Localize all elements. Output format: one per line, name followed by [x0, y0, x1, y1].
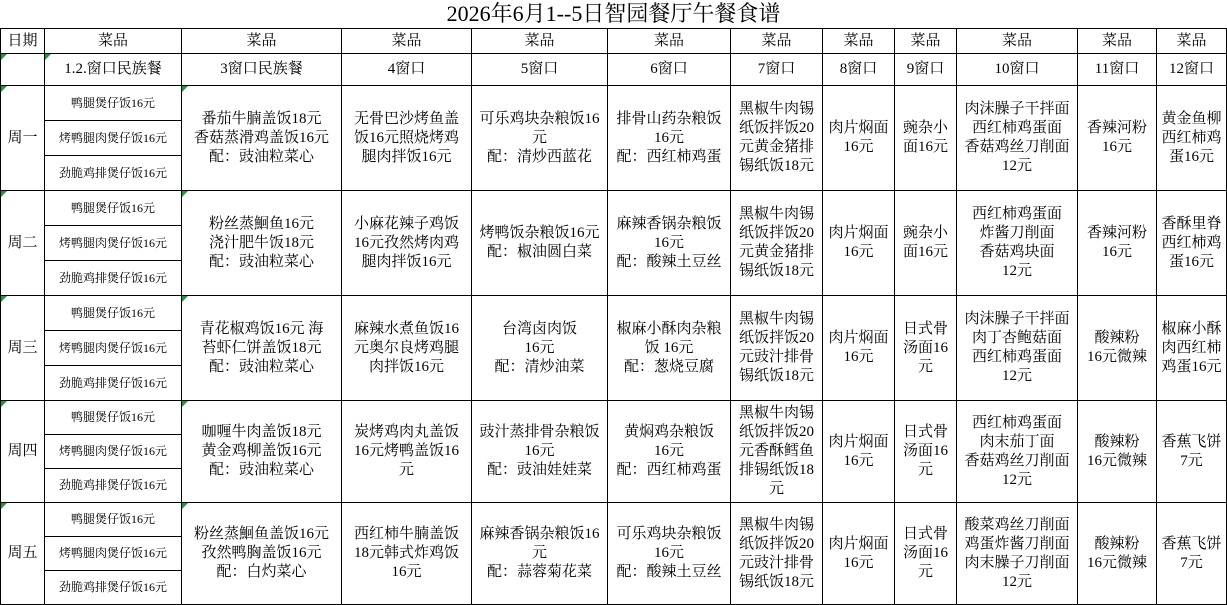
dish-line: 可乐鸡块杂粮饭: [616, 526, 722, 542]
dish-line: 配：白灼菜心: [216, 564, 307, 580]
dish-cell-window-11[interactable]: [1078, 503, 1157, 605]
dish-line: 香辣河粉: [1086, 120, 1147, 136]
dish-header-window-4[interactable]: [342, 28, 472, 54]
dish-line: 腿肉拌饭16元: [361, 148, 452, 165]
claypot-item[interactable]: [45, 226, 182, 261]
dish-line: 纸饭拌饭20: [738, 225, 814, 241]
dish-line: 16元: [524, 443, 555, 459]
dish-line: 苔虾仁饼盖饭18元: [201, 339, 322, 356]
dish-cell-window-8[interactable]: [823, 86, 895, 191]
dish-line: 排锡纸饭18: [738, 462, 814, 478]
dish-cell-window-9[interactable]: [895, 86, 957, 191]
error-indicator-icon: [182, 296, 188, 302]
dish-cell-window-6[interactable]: [608, 503, 731, 605]
dish-line: 无骨巴沙烤鱼盖: [353, 110, 459, 127]
dish-line: 12元: [1001, 368, 1032, 384]
claypot-item-text: 烤鸭腿肉煲仔饭16元: [58, 444, 167, 458]
dish-cell-window-8[interactable]: [823, 191, 895, 296]
dish-cell-window-11[interactable]: [1078, 401, 1157, 503]
dish-line: 肉沫臊子干拌面: [964, 311, 1070, 327]
dish-cell-window-12[interactable]: [1157, 503, 1227, 605]
dish-header-label: 菜品: [97, 32, 128, 49]
dish-line: 配：清炒油菜: [494, 358, 585, 375]
claypot-item-text: 鸭腿煲仔饭16元: [70, 410, 155, 424]
dish-cell-window-4[interactable]: [342, 503, 472, 605]
dish-cell-window-12[interactable]: [1157, 86, 1227, 191]
claypot-item[interactable]: [45, 296, 182, 331]
dish-cell-window-12[interactable]: [1157, 401, 1227, 503]
dish-cell-window-6[interactable]: [608, 296, 731, 401]
dish-line: 纸饭拌饭20: [738, 120, 814, 136]
dish-line: 香蕉飞饼: [1161, 535, 1222, 552]
dish-line: 元: [768, 481, 784, 497]
dish-line: 配：豉油娃娃菜: [486, 462, 592, 478]
dish-header-label: 菜品: [910, 32, 941, 49]
claypot-item[interactable]: [45, 121, 182, 156]
dish-line: 16元: [653, 234, 684, 251]
window-label: 1.2.窗口民族餐: [64, 61, 162, 77]
dish-cell-window-4[interactable]: [342, 191, 472, 296]
dish-line: 配：西红柿鸡蛋: [616, 462, 722, 478]
dish-line: 锡纸饭18元: [738, 368, 814, 384]
dish-line: 鸡蛋16元: [1161, 358, 1222, 375]
dish-line: 16元: [843, 554, 874, 571]
dish-line: 汤面16: [902, 339, 948, 356]
dish-line: 16元微辣: [1086, 554, 1147, 571]
window-label: 9窗口: [906, 61, 945, 77]
dish-line: 汤面16: [902, 545, 948, 561]
day-label: 周四: [7, 443, 38, 459]
dish-cell-window-10[interactable]: [957, 503, 1078, 605]
dish-line: 黑椒牛肉锡: [738, 311, 814, 327]
dish-line: 配：西红柿鸡蛋: [616, 148, 722, 165]
dish-line: 小麻花辣子鸡饭: [353, 215, 459, 232]
dish-line: 配：清炒西蓝花: [486, 148, 592, 165]
dish-line: 锡纸饭18元: [738, 158, 814, 174]
claypot-item-text: 劲脆鸡排煲仔饭16元: [58, 165, 167, 180]
dish-line: 香菇蒸滑鸡盖饭16元: [193, 129, 329, 146]
claypot-item[interactable]: [45, 537, 182, 571]
dish-header-window-11[interactable]: [1078, 28, 1157, 54]
window-4-header[interactable]: [342, 54, 472, 86]
dish-cell-window-10[interactable]: [957, 191, 1078, 296]
dish-header-window-7[interactable]: [731, 28, 823, 54]
dish-cell-window-5[interactable]: [472, 401, 608, 503]
claypot-item[interactable]: [45, 571, 182, 605]
dish-cell-window-6[interactable]: [608, 191, 731, 296]
dish-cell-window-7[interactable]: [731, 401, 823, 503]
dish-line: 配：酸辣土豆丝: [616, 564, 722, 580]
window-3-header[interactable]: [182, 54, 342, 86]
dish-line: 香菇鸡丝刀削面: [964, 139, 1070, 155]
window-label: 8窗口: [839, 61, 878, 77]
window-11-header[interactable]: [1078, 54, 1157, 86]
dish-line: 16元: [1101, 139, 1132, 155]
dish-header-label: 菜品: [524, 32, 555, 49]
dish-line: 酸辣粉: [1094, 535, 1140, 552]
dish-line: 16元: [843, 139, 874, 155]
dish-cell-window-7[interactable]: [731, 296, 823, 401]
dish-header-label: 菜品: [653, 32, 684, 49]
window-label: 10窗口: [994, 61, 1040, 77]
dish-line: 肉片焖面: [828, 120, 889, 136]
error-indicator-icon: [182, 401, 188, 407]
dish-header-label: 菜品: [1001, 32, 1032, 49]
dish-line: 酸菜鸡丝刀削面: [964, 516, 1070, 533]
claypot-item[interactable]: [45, 435, 182, 469]
dish-header-label: 菜品: [761, 32, 792, 49]
dish-line: 元: [917, 564, 933, 580]
dish-line: 肉末茄丁面: [979, 433, 1055, 450]
window-label: 5窗口: [520, 61, 559, 77]
dish-line: 7元: [1180, 452, 1203, 469]
date-header-label: 日期: [7, 32, 38, 49]
claypot-item[interactable]: [45, 86, 182, 121]
dish-cell-window-8[interactable]: [823, 401, 895, 503]
dish-line: 椒麻小酥肉杂粮: [616, 320, 722, 337]
dish-line: 16元: [391, 564, 422, 580]
dish-line: 面16元: [902, 139, 948, 155]
dish-header-label: 菜品: [843, 32, 874, 49]
dish-line: 12元: [1001, 573, 1032, 590]
dish-line: 黑椒牛肉锡: [738, 101, 814, 117]
dish-line: 香酥里脊: [1161, 215, 1222, 232]
dish-line: 纸饭拌饭20: [738, 424, 814, 440]
dish-cell-window-10[interactable]: [957, 86, 1078, 191]
dish-header-label: 菜品: [391, 32, 422, 49]
dish-line: 麻辣香锅杂粮饭16: [479, 526, 600, 542]
dish-line: 16元烤鸭盖饭16: [353, 443, 459, 459]
dish-line: 烤鸭饭杂粮饭16元: [479, 225, 600, 241]
dish-line: 黑椒牛肉锡: [738, 206, 814, 222]
dish-line: 炸酱刀削面: [979, 225, 1055, 241]
dish-line: 16元: [653, 443, 684, 459]
dish-line: 西红柿鸡蛋面: [971, 349, 1062, 365]
dish-cell-window-6[interactable]: [608, 401, 731, 503]
dish-line: 配：豉油粒菜心: [208, 462, 314, 478]
dish-header-label: 菜品: [1176, 32, 1207, 49]
dish-line: 元黄金猪排: [738, 244, 814, 260]
dish-line: 16元: [1101, 244, 1132, 260]
dish-line: 元黄金猪排: [738, 139, 814, 155]
dish-line: 12元: [1001, 158, 1032, 174]
dish-line: 酸辣粉: [1094, 330, 1140, 346]
dish-cell-window-11[interactable]: [1078, 191, 1157, 296]
dish-cell-window-3[interactable]: [182, 296, 342, 401]
claypot-item[interactable]: [45, 191, 182, 226]
dish-line: 面16元: [902, 244, 948, 260]
dish-cell-window-11[interactable]: [1078, 86, 1157, 191]
dish-line: 麻辣水煮鱼饭16: [353, 320, 459, 337]
dish-line: 饭16元照烧烤鸡: [353, 129, 459, 146]
dish-line: 鸡蛋炸酱刀削面: [964, 535, 1070, 552]
day-label: 周一: [7, 129, 38, 146]
dish-line: 元香酥鳕鱼: [738, 443, 814, 459]
dish-line: 豉汁蒸排骨杂粮饭: [479, 424, 600, 440]
dish-header-window-10[interactable]: [957, 28, 1078, 54]
claypot-item-text: 鸭腿煲仔饭16元: [70, 200, 155, 215]
dish-cell-window-9[interactable]: [895, 503, 957, 605]
dish-line: 浇汁肥牛饭18元: [208, 234, 314, 251]
dish-line: 肉末臊子刀削面: [964, 554, 1070, 571]
dish-line: 黄金鸡柳盖饭16元: [201, 443, 322, 459]
dish-line: 肉片焖面: [828, 330, 889, 346]
window-9-header[interactable]: [895, 54, 957, 86]
dish-line: 腿肉拌饭16元: [361, 253, 452, 270]
dish-line: 酸辣粉: [1094, 433, 1140, 450]
dish-line: 香蕉飞饼: [1161, 433, 1222, 450]
window-7-header[interactable]: [731, 54, 823, 86]
day-label-cell[interactable]: [0, 86, 45, 191]
dish-cell-window-11[interactable]: [1078, 296, 1157, 401]
claypot-item[interactable]: [45, 469, 182, 503]
date-header[interactable]: [0, 28, 45, 54]
claypot-item[interactable]: [45, 503, 182, 537]
dish-line: 18元韩式炸鸡饭: [353, 545, 459, 561]
dish-cell-window-5[interactable]: [472, 503, 608, 605]
dish-line: 孜然鸭胸盖饭16元: [201, 545, 322, 561]
dish-cell-window-3[interactable]: [182, 401, 342, 503]
claypot-item-text: 劲脆鸡排煲仔饭16元: [58, 375, 167, 390]
dish-line: 16元: [843, 349, 874, 365]
dish-line: 汤面16: [902, 443, 948, 459]
dish-line: 西红柿牛腩盖饭: [353, 526, 459, 542]
dish-line: 锡纸饭18元: [738, 573, 814, 590]
dish-line: 16元微辣: [1086, 452, 1147, 469]
menu-title: [0, 0, 1227, 28]
dish-line: 西红柿鸡: [1161, 234, 1222, 251]
dish-line: 纸饭拌饭20: [738, 535, 814, 552]
dish-line: 配：椒油圆白菜: [486, 244, 592, 260]
claypot-item-text: 烤鸭腿肉煲仔饭16元: [58, 340, 167, 355]
window-label: 11窗口: [1094, 61, 1140, 77]
dish-cell-window-3[interactable]: [182, 191, 342, 296]
dish-cell-window-7[interactable]: [731, 503, 823, 605]
error-indicator-icon: [182, 191, 188, 197]
claypot-item[interactable]: [45, 156, 182, 191]
dish-line: 16元: [653, 545, 684, 561]
dish-line: 黑椒牛肉锡: [738, 405, 814, 421]
claypot-item-text: 劲脆鸡排煲仔饭16元: [58, 270, 167, 285]
dish-line: 配：酸辣土豆丝: [616, 253, 722, 270]
dish-header-window-9[interactable]: [895, 28, 957, 54]
dish-line: 肉西红柿: [1161, 339, 1222, 356]
dish-line: 元豉汁排骨: [738, 554, 814, 571]
dish-cell-window-7[interactable]: [731, 86, 823, 191]
claypot-item-text: 鸭腿煲仔饭16元: [70, 305, 155, 320]
claypot-item-text: 鸭腿煲仔饭16元: [70, 512, 155, 526]
dish-line: 肉片焖面: [828, 433, 889, 450]
claypot-item-text: 劲脆鸡排煲仔饭16元: [58, 478, 167, 492]
dish-header-window-12[interactable]: [1157, 28, 1227, 54]
date-subheader-cell[interactable]: [0, 54, 45, 86]
dish-line: 西红柿鸡: [1161, 129, 1222, 146]
dish-header-label: 菜品: [1101, 32, 1132, 49]
dish-line: 16元: [843, 452, 874, 469]
dish-cell-window-12[interactable]: [1157, 296, 1227, 401]
dish-line: 日式骨: [902, 424, 948, 440]
error-indicator-icon: [1, 191, 7, 197]
dish-line: 蛋16元: [1168, 148, 1214, 165]
day-label: 周五: [7, 545, 38, 561]
dish-line: 麻辣香锅杂粮饭: [616, 215, 722, 232]
day-label: 周三: [7, 339, 38, 356]
dish-line: 16元: [524, 339, 555, 356]
claypot-item-text: 烤鸭腿肉煲仔饭16元: [58, 130, 167, 145]
dish-line: 香菇鸡块面: [979, 244, 1055, 260]
dish-cell-window-4[interactable]: [342, 401, 472, 503]
dish-line: 元奥尔良烤鸡腿: [353, 339, 459, 356]
claypot-item-text: 劲脆鸡排煲仔饭16元: [58, 580, 167, 594]
dish-cell-window-7[interactable]: [731, 191, 823, 296]
error-indicator-icon: [1, 54, 7, 60]
dish-line: 肉丁杏鲍菇面: [971, 330, 1062, 346]
dish-line: 炭烤鸡肉丸盖饭: [353, 424, 459, 440]
dish-header-window-6[interactable]: [608, 28, 731, 54]
dish-line: 元: [917, 358, 933, 375]
dish-line: 椒麻小酥: [1161, 320, 1222, 337]
dish-line: 台湾卤肉饭: [501, 320, 577, 337]
dish-line: 西红柿鸡蛋面: [971, 206, 1062, 222]
day-label-cell[interactable]: [0, 296, 45, 401]
dish-line: 西红柿鸡蛋面: [971, 414, 1062, 431]
dish-header-window-3[interactable]: [182, 28, 342, 54]
dish-line: 青花椒鸡饭16元 海: [199, 320, 324, 337]
dish-line: 豌杂小: [902, 120, 948, 136]
dish-header-label: 菜品: [246, 32, 277, 49]
dish-line: 肉片焖面: [828, 535, 889, 552]
dish-cell-window-5[interactable]: [472, 86, 608, 191]
dish-line: 日式骨: [902, 526, 948, 542]
dish-cell-window-5[interactable]: [472, 296, 608, 401]
dish-cell-window-10[interactable]: [957, 401, 1078, 503]
dish-cell-window-4[interactable]: [342, 86, 472, 191]
dish-line: 粉丝蒸鮰鱼盖饭16元: [193, 526, 329, 542]
dish-cell-window-12[interactable]: [1157, 191, 1227, 296]
window-label: 4窗口: [387, 61, 426, 77]
dish-line: 可乐鸡块杂粮饭16: [479, 110, 600, 127]
window-label: 7窗口: [757, 61, 796, 77]
dish-line: 配：蒜蓉菊花菜: [486, 564, 592, 580]
dish-line: 16元孜然烤肉鸡: [353, 234, 459, 251]
dish-cell-window-3[interactable]: [182, 86, 342, 191]
dish-cell-window-4[interactable]: [342, 296, 472, 401]
dish-line: 排骨山药杂粮饭: [616, 110, 722, 127]
dish-line: 12元: [1001, 471, 1032, 488]
dish-line: 配：豉油粒菜心: [208, 358, 314, 375]
dish-line: 西红柿鸡蛋面: [971, 120, 1062, 136]
error-indicator-icon: [1, 296, 7, 302]
claypot-item[interactable]: [45, 401, 182, 435]
claypot-item-text: 烤鸭腿肉煲仔饭16元: [58, 546, 167, 560]
window-5-header[interactable]: [472, 54, 608, 86]
day-label-cell[interactable]: [0, 191, 45, 296]
dish-line: 16元: [653, 129, 684, 146]
dish-line: 元: [917, 462, 933, 478]
dish-line: 肉拌饭16元: [368, 358, 444, 375]
dish-line: 黄焖鸡杂粮饭: [623, 424, 714, 440]
dish-line: 12元: [1001, 263, 1032, 279]
window-label: 12窗口: [1168, 61, 1214, 77]
dish-line: 豌杂小: [902, 225, 948, 241]
dish-line: 黄金鱼柳: [1161, 110, 1222, 127]
error-indicator-icon: [182, 503, 188, 509]
claypot-item[interactable]: [45, 261, 182, 296]
dish-line: 蛋16元: [1168, 253, 1214, 270]
dish-line: 7元: [1180, 554, 1203, 571]
window-8-header[interactable]: [823, 54, 895, 86]
dish-cell-window-9[interactable]: [895, 191, 957, 296]
dish-line: 16元微辣: [1086, 349, 1147, 365]
window-1-2-header[interactable]: [45, 54, 182, 86]
dish-line: 锡纸饭18元: [738, 263, 814, 279]
dish-header-window-5[interactable]: [472, 28, 608, 54]
dish-cell-window-5[interactable]: [472, 191, 608, 296]
dish-line: 配：葱烧豆腐: [623, 358, 714, 375]
dish-header-window-1-2[interactable]: [45, 28, 182, 54]
window-label: 6窗口: [650, 61, 688, 77]
window-label: 3窗口民族餐: [220, 61, 303, 77]
dish-line: 粉丝蒸鮰鱼16元: [208, 215, 314, 232]
claypot-item[interactable]: [45, 366, 182, 401]
dish-cell-window-9[interactable]: [895, 401, 957, 503]
error-indicator-icon: [182, 86, 188, 92]
window-10-header[interactable]: [957, 54, 1078, 86]
dish-line: 日式骨: [902, 320, 948, 337]
day-label-cell[interactable]: [0, 503, 45, 605]
dish-line: 元: [531, 129, 547, 146]
claypot-item-text: 鸭腿煲仔饭16元: [70, 95, 155, 110]
dish-line: 黑椒牛肉锡: [738, 516, 814, 533]
dish-line: 香菇鸡丝刀削面: [964, 452, 1070, 469]
error-indicator-icon: [1, 401, 7, 407]
window-12-header[interactable]: [1157, 54, 1227, 86]
dish-cell-window-9[interactable]: [895, 296, 957, 401]
dish-line: 饭 16元: [644, 339, 694, 356]
dish-line: 元豉汁排骨: [738, 349, 814, 365]
dish-line: 配：豉油粒菜心: [208, 148, 314, 165]
dish-line: 纸饭拌饭20: [738, 330, 814, 346]
menu-title-text: 2026年6月1--5日智园餐厅午餐食谱: [446, 1, 781, 26]
error-indicator-icon: [1, 503, 7, 509]
dish-line: 咖喱牛肉盖饭18元: [201, 424, 322, 440]
dish-cell-window-8[interactable]: [823, 503, 895, 605]
dish-cell-window-6[interactable]: [608, 86, 731, 191]
dish-line: 肉片焖面: [828, 225, 889, 241]
dish-header-window-8[interactable]: [823, 28, 895, 54]
dish-line: 番茄牛腩盖饭18元: [201, 110, 322, 127]
dish-line: 配：豉油粒菜心: [208, 253, 314, 270]
dish-line: 元: [531, 545, 547, 561]
error-indicator-icon: [45, 54, 51, 60]
dish-line: 元: [398, 462, 414, 478]
dish-line: 香辣河粉: [1086, 225, 1147, 241]
day-label: 周二: [7, 234, 38, 251]
error-indicator-icon: [1, 86, 7, 92]
dish-line: 肉沫臊子干拌面: [964, 101, 1070, 117]
day-label-cell[interactable]: [0, 401, 45, 503]
claypot-item-text: 烤鸭腿肉煲仔饭16元: [58, 235, 167, 250]
claypot-item[interactable]: [45, 331, 182, 366]
dish-cell-window-8[interactable]: [823, 296, 895, 401]
dish-cell-window-3[interactable]: [182, 503, 342, 605]
dish-line: 16元: [843, 244, 874, 260]
window-6-header[interactable]: [608, 54, 731, 86]
dish-cell-window-10[interactable]: [957, 296, 1078, 401]
